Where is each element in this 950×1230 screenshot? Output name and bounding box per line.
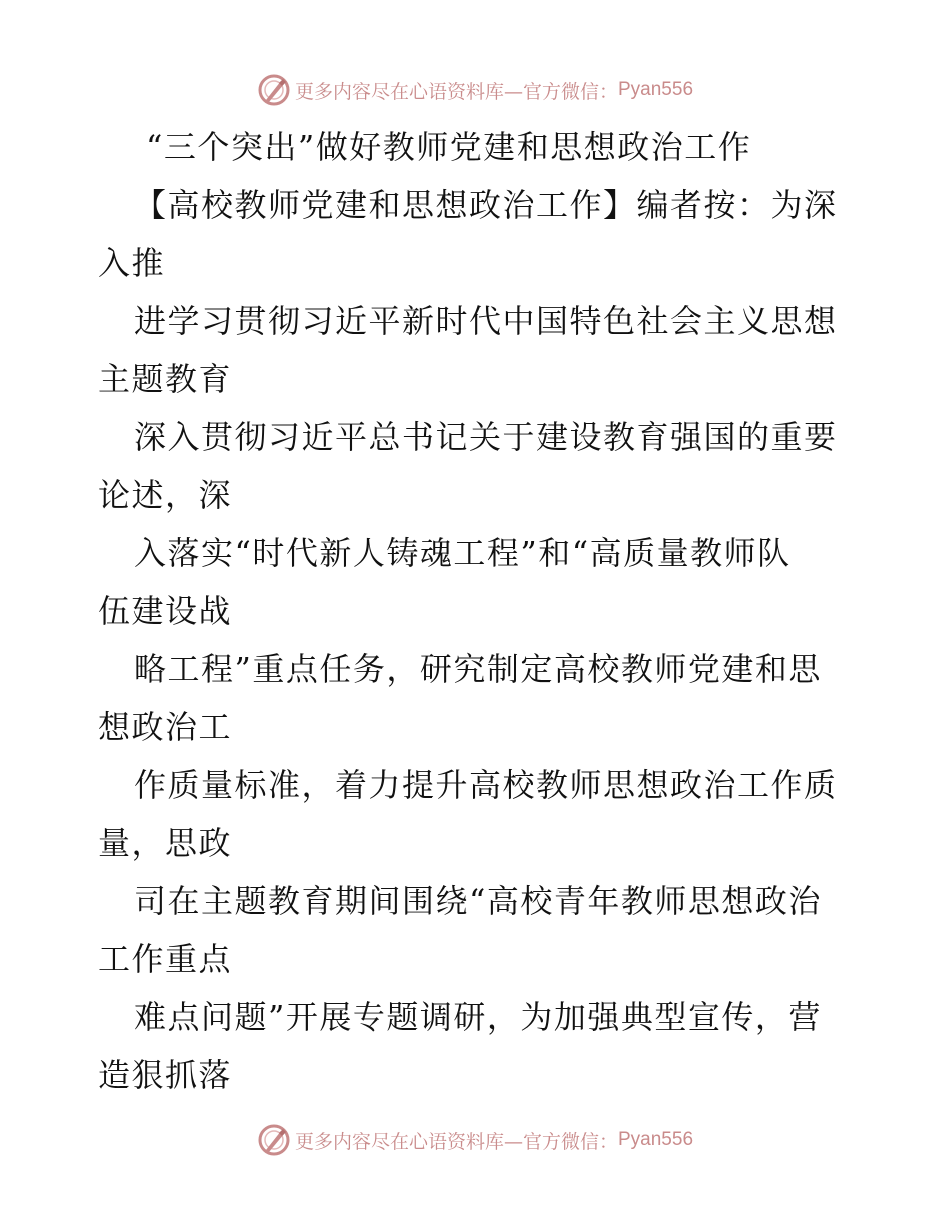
paragraph-line: 工作重点 <box>98 940 233 978</box>
paragraph-line: 进学习贯彻习近平新时代中国特色社会主义思想 <box>134 302 838 340</box>
paragraph-line: 量，思政 <box>98 824 233 862</box>
paragraph-line: 司在主题教育期间围绕“高校青年教师思想政治 <box>134 882 822 920</box>
document-body <box>98 118 858 1104</box>
paragraph-line: 伍建设战 <box>98 592 233 630</box>
watermark-text: 更多内容尽在心语资料库—官方微信： <box>294 80 618 103</box>
document-title: “三个突出”做好教师党建和思想政治工作 <box>146 128 752 166</box>
paragraph-line: 想政治工 <box>98 708 233 746</box>
paragraph-line: 略工程”重点任务，研究制定高校教师党建和思 <box>134 650 822 688</box>
paragraph-line: 造狠抓落 <box>98 1056 233 1094</box>
watermark-wechat-id: Pyan556 <box>618 79 694 100</box>
header-watermark <box>0 70 950 110</box>
paragraph-line: 作质量标准，着力提升高校教师思想政治工作质 <box>134 766 838 804</box>
paragraph-line: 深入贯彻习近平总书记关于建设教育强国的重要 <box>134 418 838 456</box>
paragraph-line: 【高校教师党建和思想政治工作】编者按：为深 <box>134 186 838 224</box>
quill-pen-logo-icon <box>257 1123 291 1157</box>
paragraph-line: 入落实“时代新人铸魂工程”和“高质量教师队 <box>134 534 791 572</box>
paragraph-line: 主题教育 <box>98 360 233 398</box>
watermark-wechat-id: Pyan556 <box>618 1129 694 1150</box>
paragraph-line: 论述，深 <box>98 476 233 514</box>
paragraph-line: 难点问题”开展专题调研，为加强典型宣传，营 <box>134 998 822 1036</box>
footer-watermark <box>0 1120 950 1160</box>
quill-pen-logo-icon <box>257 73 291 107</box>
watermark-text: 更多内容尽在心语资料库—官方微信： <box>294 1130 618 1153</box>
paragraph-line: 入推 <box>98 244 166 282</box>
